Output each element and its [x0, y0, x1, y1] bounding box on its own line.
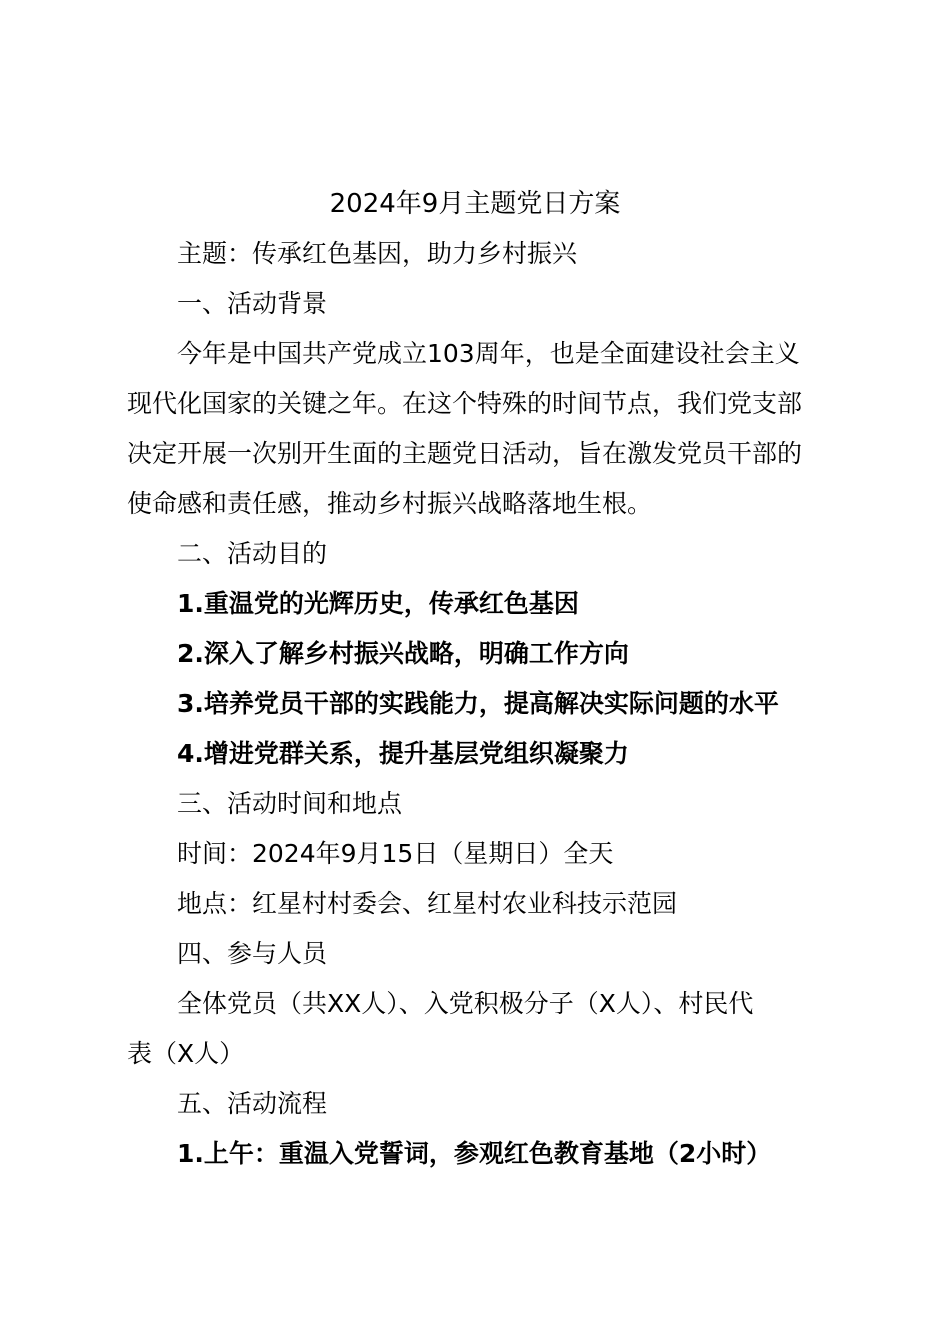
section-heading-process: 五、活动流程 [177, 1089, 328, 1118]
participants-line-2: 表（X人） [127, 1039, 245, 1068]
process-item-1: 1.上午：重温入党誓词，参观红色教育基地（2小时） [177, 1139, 772, 1168]
background-paragraph-line-1: 今年是中国共产党成立103周年，也是全面建设社会主义 [177, 339, 800, 368]
section-heading-participants: 四、参与人员 [177, 939, 328, 968]
document-title: 2024年9月主题党日方案 [329, 189, 621, 219]
purpose-item-3: 3.培养党员干部的实践能力，提高解决实际问题的水平 [177, 689, 779, 718]
activity-time: 时间：2024年9月15日（星期日）全天 [177, 839, 614, 868]
section-heading-purpose: 二、活动目的 [177, 539, 328, 568]
section-heading-background: 一、活动背景 [177, 289, 328, 318]
purpose-item-4: 4.增进党群关系，提升基层党组织凝聚力 [177, 739, 629, 768]
participants-line-1: 全体党员（共XX人）、入党积极分子（X人）、村民代 [177, 989, 754, 1018]
purpose-item-2: 2.深入了解乡村振兴战略，明确工作方向 [177, 639, 629, 668]
theme-line: 主题：传承红色基因，助力乡村振兴 [177, 239, 578, 268]
purpose-item-1: 1.重温党的光辉历史，传承红色基因 [177, 589, 579, 618]
section-heading-time-place: 三、活动时间和地点 [177, 789, 403, 818]
background-paragraph-line-3: 决定开展一次别开生面的主题党日活动，旨在激发党员干部的 [127, 439, 803, 468]
background-paragraph-line-4: 使命感和责任感，推动乡村振兴战略落地生根。 [127, 489, 653, 518]
background-paragraph-line-2: 现代化国家的关键之年。在这个特殊的时间节点，我们党支部 [127, 389, 803, 418]
activity-place: 地点：红星村村委会、红星村农业科技示范园 [177, 889, 678, 918]
